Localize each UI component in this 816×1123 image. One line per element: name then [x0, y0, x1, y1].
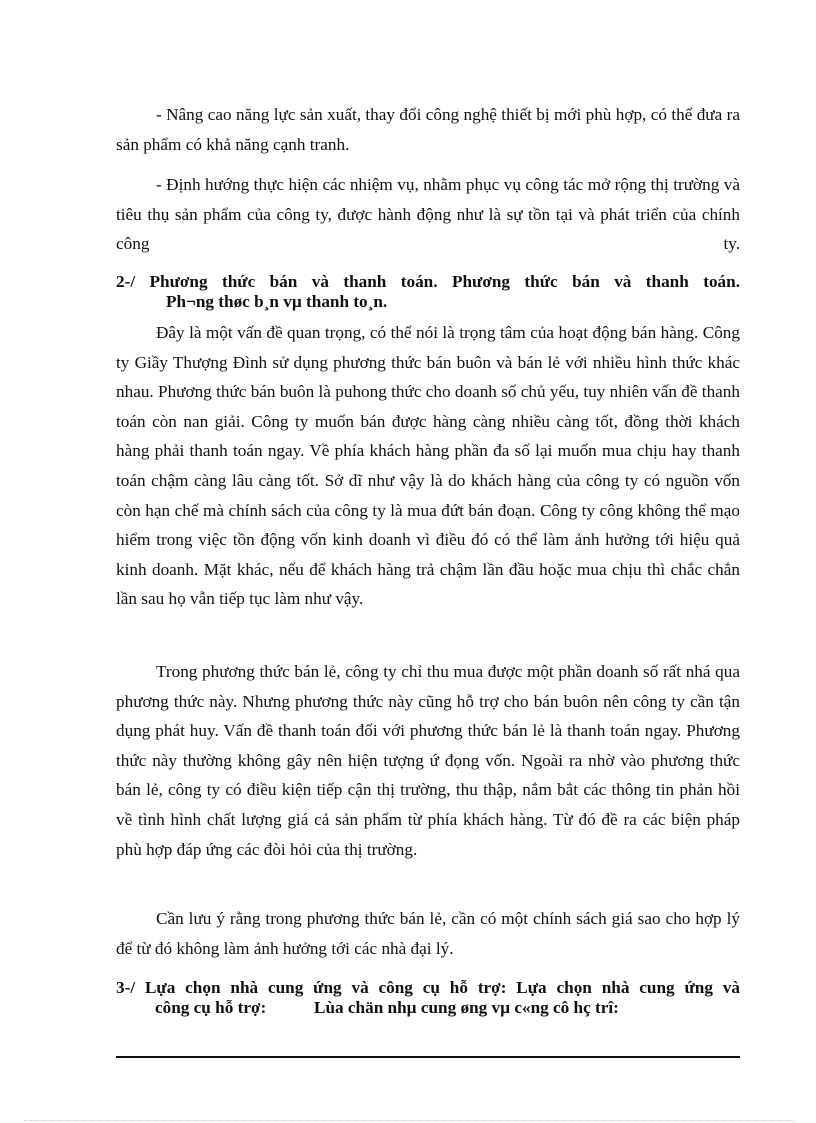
paragraph-retail-method: Trong phương thức bán lẻ, công ty chỉ thu mua được một phần doanh số rất nhá qua phương thức này. Nhưng phương thức này cũng hỗ trợ cho bán buôn nên công ty cần tận dụng phát huy. Vấn đề thanh toán đối với phương thức bán lẻ là thanh toán ngay. Phương thức này thường không gây nên hiện tượng ứ đọng vốn. Ngoài ra nhờ vào phương thức bán lẻ, công ty có điều kiện tiếp cận thị trường, thu thập, nắm bắt các thông tin phản hồi về tình hình chất lượng giá cả sản phẩm từ phía khách hàng. Từ đó đề ra các biện pháp phù hợp đáp ứng các đòi hỏi của thị trường. — [116, 662, 740, 859]
heading-supplier-selection: 3-/ Lựa chọn nhà cung ứng và công cụ hỗ trợ: Lựa chọn nhà cung ứng và — [116, 978, 740, 997]
heading-supplier-selection-cont: công cụ hỗ trợ: — [155, 998, 267, 1017]
heading-supplier-selection-garbled: Lùa chän nhµ cung øng vµ c«ng cô hç trî: — [314, 998, 619, 1017]
paragraph-retail-pricing-note: Cần lưu ý rằng trong phương thức bán lẻ, cần có một chính sách giá sao cho hợp lý để từ đó không làm ảnh hưởng tới các nhà đại lý. — [116, 909, 740, 958]
heading-sales-payment-method-garbled: Ph¬ng thøc b¸n vµ thanh to¸n. — [166, 292, 388, 311]
paragraph-task-orientation: - Định hướng thực hiện các nhiệm vụ, nhằm phục vụ công tác mở rộng thị trường và tiêu thụ sản phẩm của công ty, được hành động như là sự tồn tại và phát triển của chính công ty. — [116, 175, 740, 254]
footer-rule — [116, 1056, 740, 1058]
paragraph-production-capacity: - Nâng cao năng lực sản xuất, thay đổi công nghệ thiết bị mới phù hợp, có thể đưa ra sản phẩm có khả năng cạnh tranh. — [116, 105, 740, 154]
heading-sales-payment-method: 2-/ Phương thức bán và thanh toán. Phương thức bán và thanh toán. — [116, 272, 740, 291]
paragraph-sales-importance: Đây là một vấn đề quan trọng, có thể nói là trọng tâm của hoạt động bán hàng. Công ty Giầy Thượng Đình sử dụng phương thức bán buôn và bán lẻ với nhiều hình thức khác nhau. Phương thức bán buôn là puhong thức cho doanh số chủ yếu, tuy nhiên vấn đề thanh toán còn nan giải. Công ty muốn bán được hàng càng nhiều càng tốt, đồng thời khách hàng phải thanh toán ngay. Về phía khách hàng phần đa số lại muốn mua chịu hay thanh toán chậm càng lâu càng tốt. Sở dĩ như vậy là do khách hàng của công ty có nguồn vốn còn hạn chế mà chính sách của công ty là mua đứt bán đoạn. Công ty công không thể mạo hiểm trong việc tồn động vốn kinh doanh vì điều đó có thể làm ảnh hưởng tới hiệu quả kinh doanh. Mặt khác, nếu để khách hàng trả chậm lần đầu hoặc mua chịu thì chắc chắn lần sau họ vẫn tiếp tục làm như vậy. — [116, 323, 740, 609]
page-edge-dots — [24, 1120, 794, 1121]
